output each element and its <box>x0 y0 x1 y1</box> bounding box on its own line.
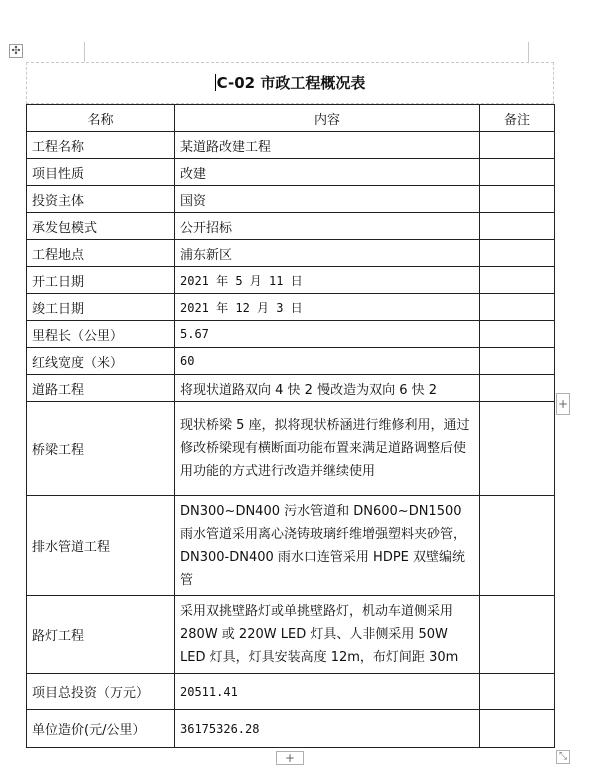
row-content-cell[interactable]: 5.67 <box>175 321 480 348</box>
plus-icon: + <box>557 397 569 411</box>
row-name-cell[interactable]: 路灯工程 <box>27 596 175 674</box>
table-row <box>27 674 555 710</box>
row-name-cell[interactable]: 承发包模式 <box>27 213 175 240</box>
row-remark-cell[interactable] <box>480 402 555 496</box>
project-overview-table <box>26 104 555 748</box>
row-content-cell[interactable]: 国资 <box>175 186 480 213</box>
row-remark-cell[interactable] <box>480 240 555 267</box>
row-name-cell[interactable]: 红线宽度（米） <box>27 348 175 375</box>
table-header-row <box>27 105 555 132</box>
row-content-cell[interactable]: 将现状道路双向 4 快 2 慢改造为双向 6 快 2 <box>175 375 480 402</box>
table-move-handle[interactable] <box>9 44 23 58</box>
row-remark-cell[interactable] <box>480 267 555 294</box>
table-row <box>27 213 555 240</box>
table-row <box>27 186 555 213</box>
row-remark-cell[interactable] <box>480 321 555 348</box>
table-row <box>27 710 555 748</box>
table-row <box>27 240 555 267</box>
table-row <box>27 159 555 186</box>
header-content[interactable]: 内容 <box>175 105 480 132</box>
row-remark-cell[interactable] <box>480 375 555 402</box>
row-remark-cell[interactable] <box>480 213 555 240</box>
table-row <box>27 496 555 596</box>
row-remark-cell[interactable] <box>480 348 555 375</box>
row-remark-cell[interactable] <box>480 294 555 321</box>
header-name[interactable]: 名称 <box>27 105 175 132</box>
add-column-button[interactable] <box>556 393 570 415</box>
row-remark-cell[interactable] <box>480 186 555 213</box>
table-row <box>27 402 555 496</box>
table-row <box>27 596 555 674</box>
resize-diagonal-icon: ⤡ <box>559 751 567 762</box>
table-row <box>27 132 555 159</box>
row-remark-cell[interactable] <box>480 496 555 596</box>
row-name-cell[interactable]: 单位造价(元/公里） <box>27 710 175 748</box>
table-row <box>27 267 555 294</box>
margin-guide-left <box>84 42 85 62</box>
row-name-cell[interactable]: 道路工程 <box>27 375 175 402</box>
row-name-cell[interactable]: 排水管道工程 <box>27 496 175 596</box>
document-title-cell[interactable] <box>26 62 554 104</box>
row-content-cell[interactable]: 2021 年 5 月 11 日 <box>175 267 480 294</box>
row-name-cell[interactable]: 里程长（公里） <box>27 321 175 348</box>
row-content-cell[interactable]: 浦东新区 <box>175 240 480 267</box>
row-remark-cell[interactable] <box>480 596 555 674</box>
table-row <box>27 375 555 402</box>
table-resize-handle[interactable] <box>556 750 570 764</box>
row-remark-cell[interactable] <box>480 710 555 748</box>
table-row <box>27 348 555 375</box>
row-content-cell[interactable]: DN300~DN400 污水管道和 DN600~DN1500 雨水管道采用离心浇铸玻璃纤维增强塑料夹砂管，DN300-DN400 雨水口连管采用 HDPE 双壁编统管 <box>175 496 480 596</box>
row-content-cell[interactable]: 20511.41 <box>175 674 480 710</box>
row-remark-cell[interactable] <box>480 132 555 159</box>
row-content-cell[interactable]: 某道路改建工程 <box>175 132 480 159</box>
row-name-cell[interactable]: 投资主体 <box>27 186 175 213</box>
row-name-cell[interactable]: 项目性质 <box>27 159 175 186</box>
row-remark-cell[interactable] <box>480 674 555 710</box>
row-content-cell[interactable]: 改建 <box>175 159 480 186</box>
table-row <box>27 294 555 321</box>
row-content-cell[interactable]: 60 <box>175 348 480 375</box>
move-cross-icon: ✣ <box>11 44 21 57</box>
row-name-cell[interactable]: 工程名称 <box>27 132 175 159</box>
text-cursor <box>215 74 216 91</box>
row-name-cell[interactable]: 开工日期 <box>27 267 175 294</box>
row-content-cell[interactable]: 公开招标 <box>175 213 480 240</box>
row-content-cell[interactable]: 现状桥梁 5 座，拟将现状桥涵进行维修利用，通过修改桥梁现有横断面功能布置来满足道路调整后使用功能的方式进行改造并继续使用 <box>175 402 480 496</box>
row-content-cell[interactable]: 采用双挑壁路灯或单挑壁路灯，机动车道侧采用 280W 或 220W LED 灯具、人非侧采用 50W LED 灯具，灯具安装高度 12m，布灯间距 30m <box>175 596 480 674</box>
row-content-cell[interactable]: 2021 年 12 月 3 日 <box>175 294 480 321</box>
row-name-cell[interactable]: 竣工日期 <box>27 294 175 321</box>
add-row-button[interactable] <box>276 751 304 765</box>
plus-icon: + <box>284 751 296 765</box>
row-name-cell[interactable]: 工程地点 <box>27 240 175 267</box>
header-remark[interactable]: 备注 <box>480 105 555 132</box>
row-content-cell[interactable]: 36175326.28 <box>175 710 480 748</box>
margin-guide-right <box>528 42 529 62</box>
row-name-cell[interactable]: 桥梁工程 <box>27 402 175 496</box>
row-remark-cell[interactable] <box>480 159 555 186</box>
document-title: C-02 市政工程概况表 <box>216 74 366 92</box>
table-row <box>27 321 555 348</box>
row-name-cell[interactable]: 项目总投资（万元） <box>27 674 175 710</box>
